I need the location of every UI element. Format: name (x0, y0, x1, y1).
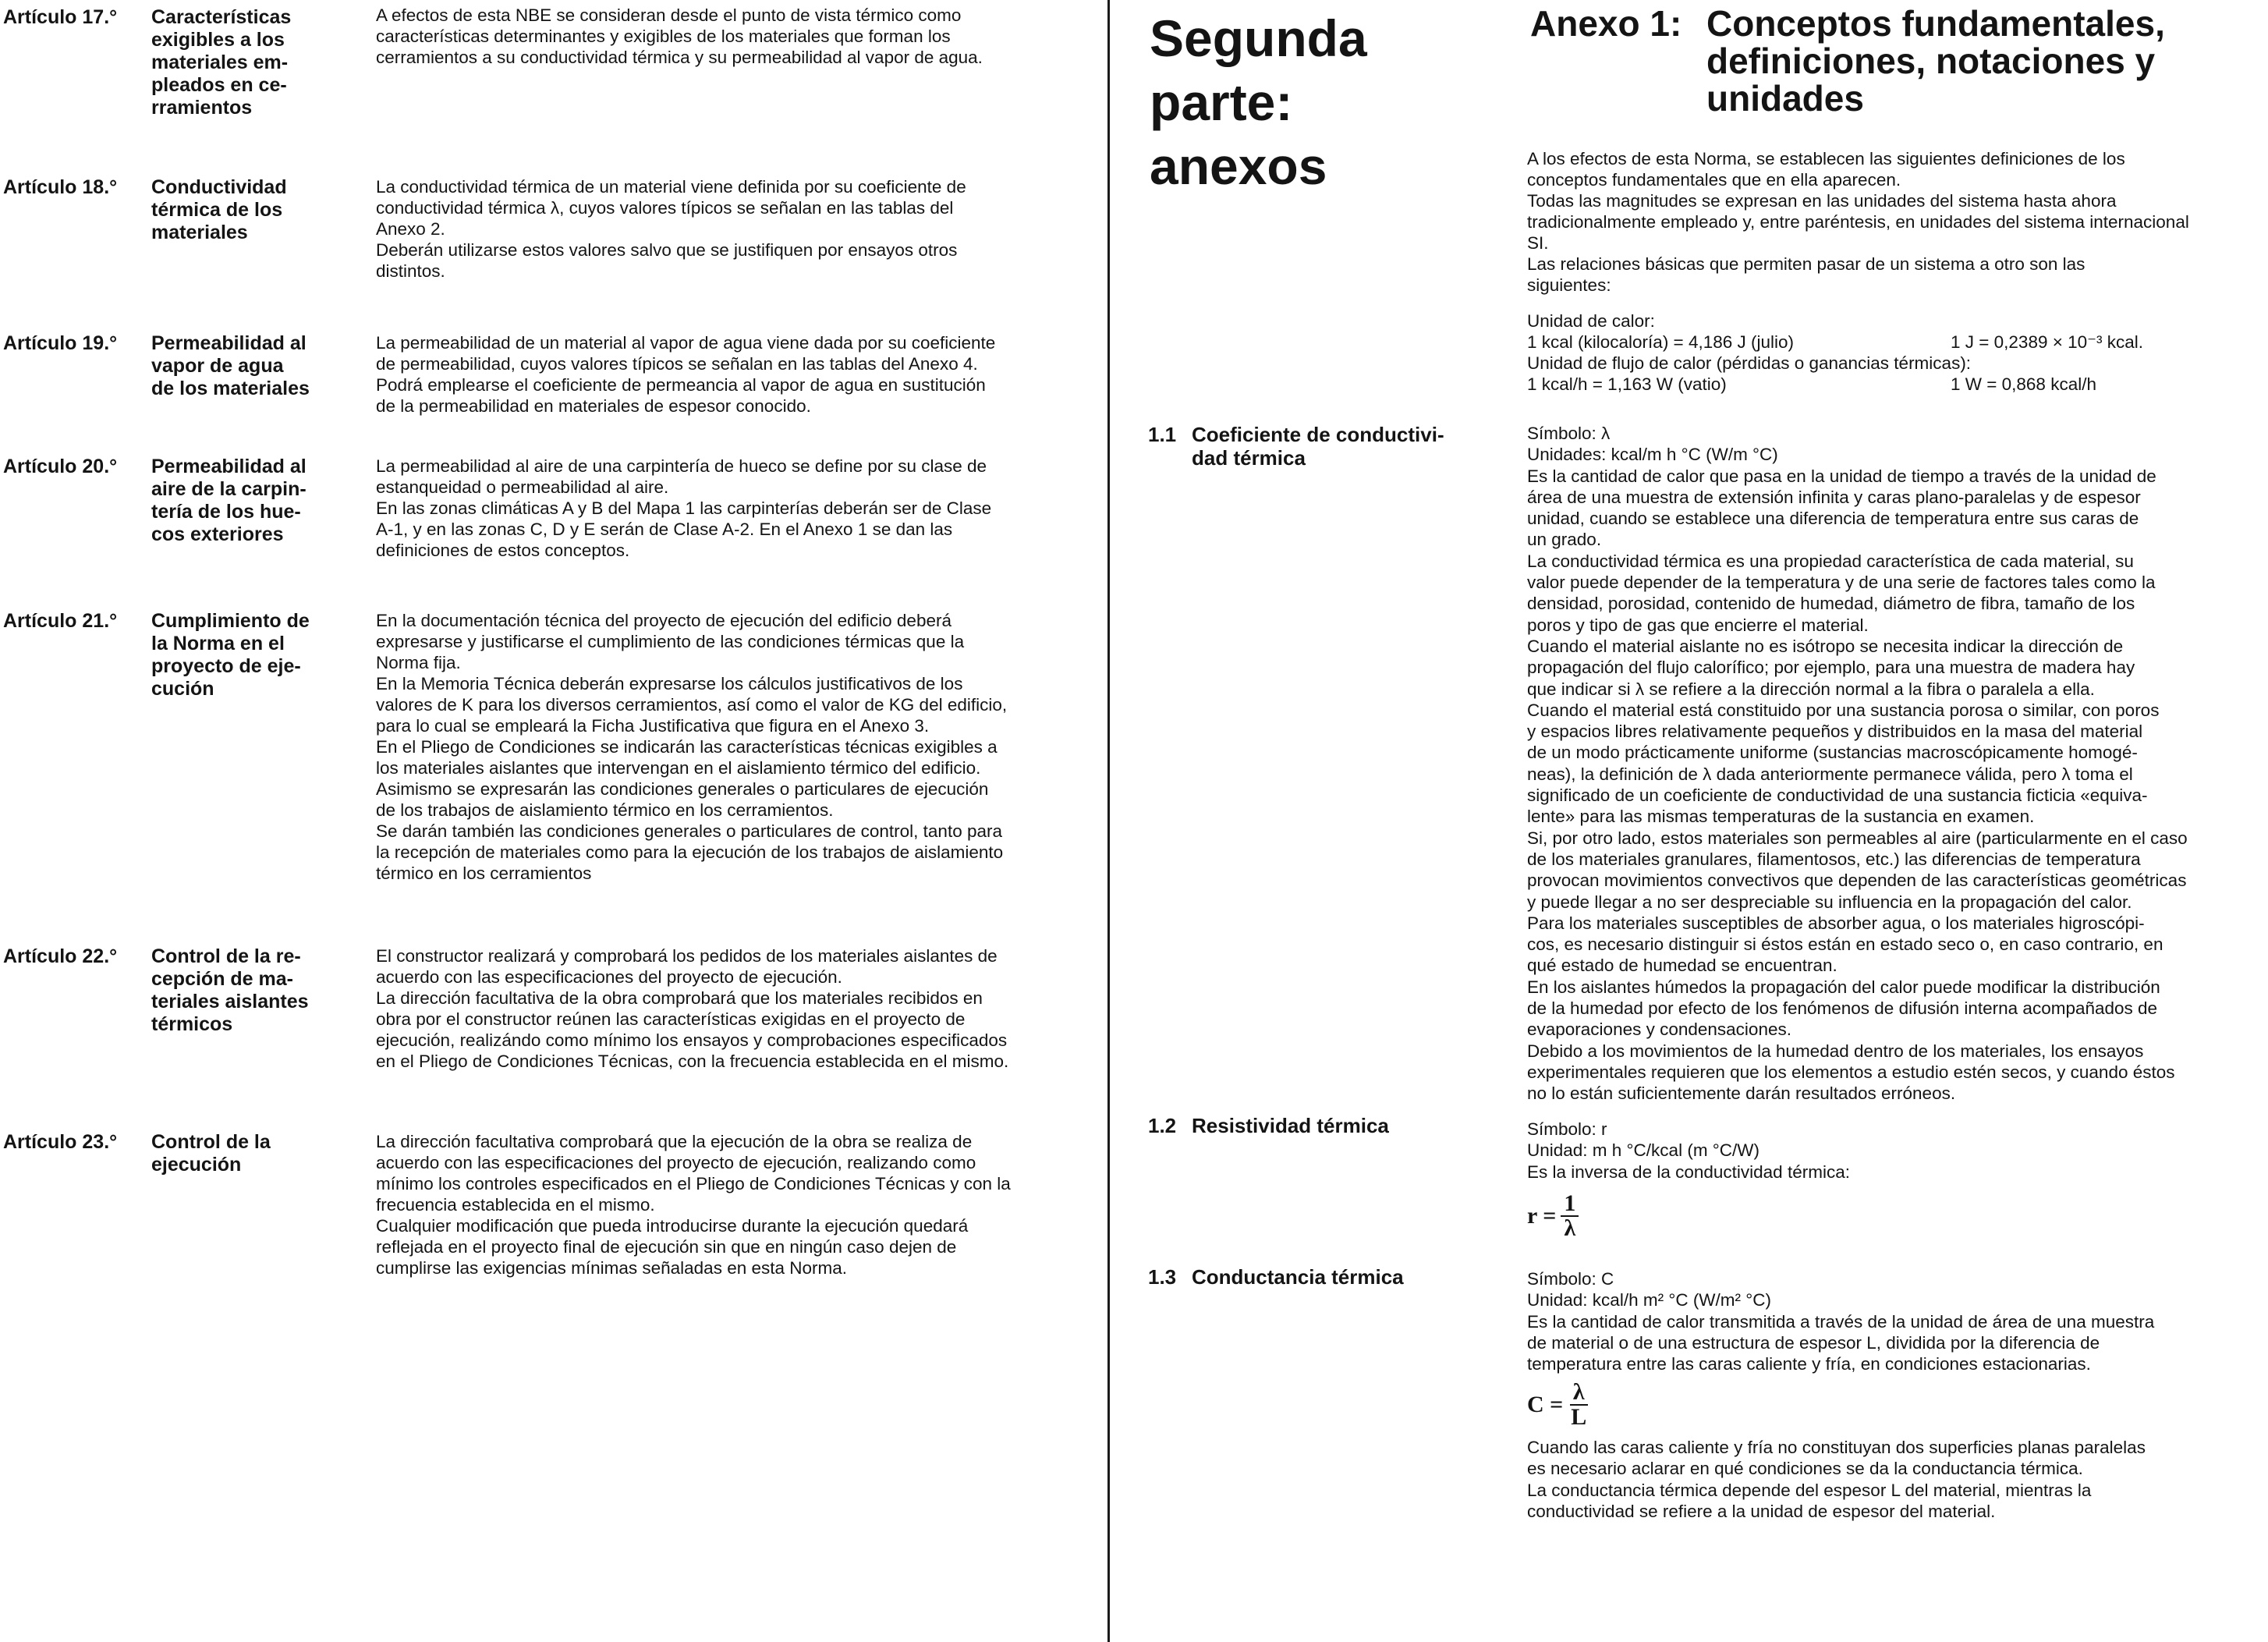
article-18-number: Artículo 18.° (3, 176, 118, 198)
article-18-body: La conductividad térmica de un material viene definida por su coeficiente de conductividad térmica λ, cuyos valores típicos se señalan en las tablas del Anexo 2. Deberán utilizarse estos valores salvo que se justifiquen por ensayos otros distintos. (376, 177, 966, 281)
article-21-body: En la documentación técnica del proyecto de ejecución del edificio deberá expresarse y justificarse el cumplimiento de las condiciones térmicas que la Norma fija. En la Memoria Técnica deberán expresarse los cálculos justificativos de los valores de K para los diversos cerramientos, así como el valor de KG del edificio, para lo cual se empleará la Ficha Justificativa que figura en el Anexo 3. En el Pliego de Condiciones se indicarán las características técnicas exigibles a los materiales aislantes que intervengan en el aislamiento térmico del edificio. Asimismo se expresarán las condiciones generales o particulares de ejecución de los trabajos de aislamiento térmico en los cerramientos. Se darán también las condiciones generales o particulares de control, tanto para la recepción de materiales como para la ejecución de los trabajos de aislamiento térmico en los cerramientos (376, 611, 1008, 883)
formula-numerator: λ (1570, 1381, 1588, 1406)
section-1-2-number: 1.2 (1148, 1114, 1177, 1137)
formula-denominator: λ (1564, 1215, 1576, 1241)
article-22-title: Control de la re- cepción de ma- teriales aislantes térmicos (151, 945, 309, 1035)
article-19-body: La permeabilidad de un material al vapor de agua viene dada por su coeficiente de permeabilidad, cuyos valores típicos se señalan en las tablas del Anexo 4. Podrá emplearse el coeficiente de permeancia al vapor de agua en sustitución de la permeabilidad en materiales de espesor conocido. (376, 333, 996, 416)
annex-label: Anexo 1: (1530, 3, 1682, 44)
page-gutter-divider (1107, 0, 1110, 1642)
section-1-3-body-continued: Cuando las caras caliente y fría no constituyan dos superficies planas paralelas es necesario aclarar en qué condiciones se da la conductancia térmica. La conductancia térmica depende del espesor L del material, mientras la conductividad se refiere a la unidad de espesor del material. (1527, 1438, 2146, 1521)
annex-title: Conceptos fundamentales, definiciones, notaciones y unidades (1706, 3, 2165, 119)
article-22-number: Artículo 22.° (3, 945, 118, 967)
section-1-1-title: Coeficiente de conductivi- dad térmica (1192, 423, 1444, 470)
heat-unit-left: 1 kcal (kilocaloría) = 4,186 J (julio) (1527, 332, 1795, 352)
article-23-body: La dirección facultativa comprobará que la ejecución de la obra se realiza de acuerdo con las especificaciones del proyecto de ejecución, realizando como mínimo los controles especificados en el Pliego de Condiciones Técnicas y con la frecuencia establecida en el mismo. Cualquier modificación que pueda introducirse durante la ejecución quedará reflejada en el proyecto final de ejecución sin que en ningún caso dejen de cumplirse las exigencias mínimas señaladas en esta Norma. (376, 1132, 1011, 1278)
section-1-3-title: Conductancia térmica (1192, 1265, 1404, 1289)
formula-fraction (1561, 1192, 1579, 1240)
section-1-1-body: Símbolo: λ Unidades: kcal/m h °C (W/m °C) Es la cantidad de calor que pasa en la unidad de tiempo a través de la unidad de área de una muestra de extensión infinita y caras plano-paralelas y de espesor unidad, cuando se establece una diferencia de temperatura entre sus caras de un grado. La conductividad térmica es una propiedad característica de cada material, su valor puede depender de la temperatura y de una serie de factores tales como la densidad, porosidad, contenido de humedad, diámetro de fibra, tamaño de los poros y tipo de gas que encierre el material. Cuando el material aislante no es isótropo se necesita indicar la dirección de propagación del flujo calorífico; por ejemplo, para una muestra de madera hay que indicar si λ se refiere a la dirección normal a la fibra o paralela a ella. Cuando el material está constituido por una sustancia porosa o similar, con poros y espacios libres relativamente pequeños y distribuidos en la masa del material de un modo prácticamente uniforme (sustancias macroscópicamente homogé- neas), la definición de λ dada anteriormente permanece válida, pero λ toma el significado de un coeficiente de conductividad de una sustancia ficticia «equiva- lente» para las mismas temperaturas de la sustancia en examen. Si, por otro lado, estos materiales son permeables al aire (particularmente en el caso de los materiales granulares, filamentosos, etc.) las diferencias de temperatura provocan movimientos convectivos que dependen de las características geométricas y puede llegar a no ser despreciable su influencia en la propagación del calor. Para los materiales susceptibles de absorber agua, o los materiales higroscópi- cos, es necesario distinguir si éstos están en estado seco o, en caso contrario, en qué estado de humedad se encuentran. En los aislantes húmedos la propagación del calor puede modificar la distribución de la humedad por efecto de los fenómenos de difusión interna acompañados de evaporaciones y condensaciones. Debido a los movimientos de la humedad dentro de los materiales, los ensayos experimentales requieren que los elementos a estudio estén secos, y cuando éstos no lo están suficientemente darán resultados erróneos. (1527, 424, 2188, 1104)
section-1-2-title: Resistividad térmica (1192, 1114, 1389, 1137)
flow-unit-right: 1 W = 0,868 kcal/h (1951, 374, 2096, 394)
article-19-title: Permeabilidad al vapor de agua de los materiales (151, 332, 310, 399)
article-17-body: A efectos de esta NBE se consideran desde el punto de vista térmico como características determinantes y exigibles de los materiales que forman los cerramientos a su conductividad térmica y su permeabilidad al vapor de agua. (376, 5, 983, 67)
section-1-1-number: 1.1 (1148, 423, 1177, 446)
section-1-2-body: Símbolo: r Unidad: m h °C/kcal (m °C/W) Es la inversa de la conductividad térmica: (1527, 1119, 1850, 1182)
heat-unit-right: 1 J = 0,2389 × 10⁻³ kcal. (1951, 332, 2144, 352)
annex-intro: A los efectos de esta Norma, se establecen las siguientes definiciones de los conceptos fundamentales que en ella aparecen. Todas las magnitudes se expresan en las unidades del sistema hasta ahora tradicionalmente empleado y, entre paréntesis, en unidades del sistema internacional SI. Las relaciones básicas que permiten pasar de un sistema a otro son las siguientes: (1527, 149, 2189, 295)
section-1-3-number: 1.3 (1148, 1265, 1177, 1289)
article-17-number: Artículo 17.° (3, 6, 118, 28)
part-title: Segunda parte: anexos (1150, 9, 1367, 195)
formula-numerator: 1 (1561, 1192, 1579, 1217)
article-17-title: Características exigibles a los materiales em- pleados en ce- rramientos (151, 6, 292, 119)
article-21-number: Artículo 21.° (3, 610, 118, 632)
resistivity-formula (1527, 1192, 1579, 1240)
flow-unit-left: 1 kcal/h = 1,163 W (vatio) (1527, 374, 1727, 394)
flow-unit-label: Unidad de flujo de calor (pérdidas o ganancias térmicas): (1527, 353, 1972, 373)
article-18-title: Conductividad térmica de los materiales (151, 176, 287, 243)
article-22-body: El constructor realizará y comprobará los pedidos de los materiales aislantes de acuerdo con las especificaciones del proyecto de ejecución. La dirección facultativa de la obra comprobará que los materiales recibidos en obra por el constructor reúnen las características exigidas en el proyecto de ejecución, realizándo como mínimo los ensayos y comprobaciones especificados en el Pliego de Condiciones Técnicas, con la frecuencia establecida en el mismo. (376, 946, 1009, 1071)
conductance-formula (1527, 1381, 1589, 1429)
article-19-number: Artículo 19.° (3, 332, 118, 354)
article-23-number: Artículo 23.° (3, 1131, 118, 1153)
heat-unit-label: Unidad de calor: (1527, 311, 1655, 331)
section-1-3-body: Símbolo: C Unidad: kcal/h m² °C (W/m² °C) Es la cantidad de calor transmitida a través de la unidad de área de una muestra de material o de una estructura de espesor L, dividida por la diferencia de temperatura entre las caras caliente y fría, en condiciones estacionarias. (1527, 1269, 2155, 1374)
article-20-body: La permeabilidad al aire de una carpintería de hueco se define por su clase de estanqueidad o permeabilidad al aire. En las zonas climáticas A y B del Mapa 1 las carpinterías deberán ser de Clase A-1, y en las zonas C, D y E serán de Clase A-2. En el Anexo 1 se dan las definiciones de estos conceptos. (376, 456, 992, 560)
formula-lhs: r = (1527, 1203, 1557, 1229)
article-21-title: Cumplimiento de la Norma en el proyecto de eje- cución (151, 610, 310, 700)
formula-denominator: L (1571, 1404, 1587, 1430)
formula-lhs: C = (1527, 1392, 1564, 1417)
unit-conversions (1527, 310, 2237, 395)
formula-fraction (1568, 1381, 1589, 1429)
article-20-number: Artículo 20.° (3, 456, 118, 477)
article-23-title: Control de la ejecución (151, 1131, 271, 1176)
article-20-title: Permeabilidad al aire de la carpin- tería de los hue- cos exteriores (151, 456, 307, 545)
